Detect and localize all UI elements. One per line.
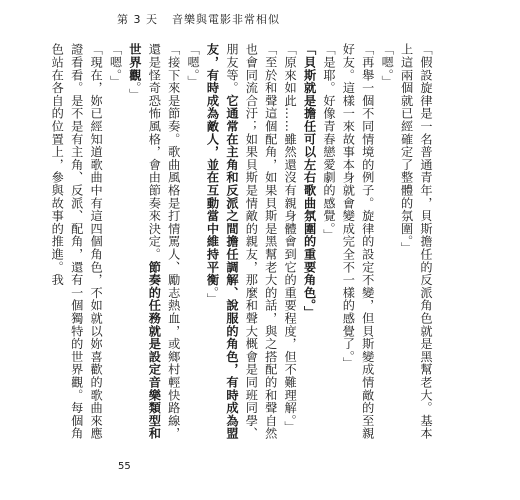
paragraph-text: 「接下來是節奏。歌曲風格是打情罵人、勵志熱血，或鄉村輕快路線，還是怪奇恐怖風格，會由節奏來決定。: [147, 43, 181, 440]
running-header: [117, 11, 280, 27]
vertical-body-text: [47, 43, 435, 451]
paragraph: [202, 43, 280, 451]
paragraph: [125, 43, 183, 451]
paragraph: 「嗯。」: [186, 43, 201, 89]
bold-text: 節奏的任務就是設定音樂類型和世界觀: [127, 43, 162, 440]
paragraph: 「原來如此……雖然還沒有親身體會到它的重要程度，但不難理解。」: [283, 43, 298, 434]
paragraph: 「是耶。好像青春戀愛劇的感覺。」: [321, 43, 336, 242]
paragraph-text: 。」: [205, 286, 220, 306]
paragraph: 「嗯。」: [380, 43, 395, 89]
bold-text: 「貝斯就是擔任可以左右歌曲氛圍的重要角色。」: [302, 43, 317, 319]
bold-text: 它通常在主角和反派之間擔任調解、說服的角色，有時成為盟友，有時成為敵人，並在互動當中維持平衡: [205, 43, 239, 440]
paragraph-text: 「至於和聲這個配角，如果貝斯是黑幫老大的話，與之搭配的和聲自然也會同流合汙；如果貝斯是情敵的親友，那麼和聲大概會是同班同學、朋友等。: [224, 43, 278, 440]
paragraph-bold: [299, 43, 318, 451]
paragraph: 「嗯。」: [108, 43, 123, 89]
chapter-day: 第 3 天: [117, 13, 158, 26]
paragraph-text: 。」: [127, 81, 142, 101]
paragraph: 「再舉一個不同情境的例子。旋律的設定不變，但貝斯變成情敵的至親好友。這樣一來故事本身就會變成完全不一樣的感覺了。」: [341, 43, 375, 440]
page-number: 55: [118, 461, 131, 472]
chapter-title: 音樂與電影非常相似: [172, 13, 280, 26]
paragraph: 「現在，妳已經知道歌曲中有這四個角色，不如就以妳喜歡的歌曲來應證看看。是不是有主角、反派、配角，還有一個獨特的世界觀。每個角色站在各自的位置上，參與故事的推進。我: [50, 43, 104, 440]
paragraph: 「假設旋律是一名普通青年，貝斯擔任的反派角色就是黑幫老大。基本上這兩個就已經確定了整體的氛圍。」: [399, 43, 433, 440]
